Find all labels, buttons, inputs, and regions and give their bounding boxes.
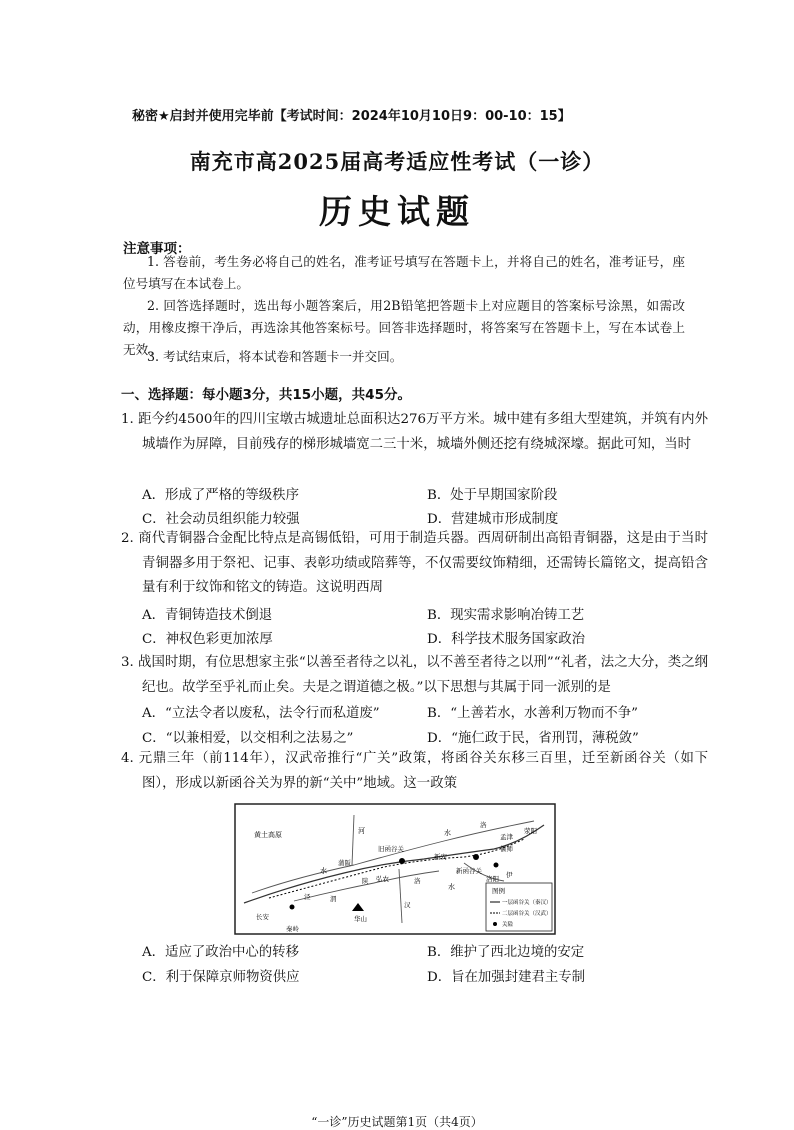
question-4-option-a: A．适应了政治中心的转移 bbox=[142, 945, 299, 960]
question-4-stem: 4. 元鼎三年（前114年），汉武帝推行“广关”政策，将函谷关东移三百里，迁至新函谷关（如下图），形成以新函谷关为界的新“关中”地域。这一政策 bbox=[121, 751, 708, 791]
page-footer: “一诊”历史试题第1页（共4页） bbox=[311, 1115, 483, 1129]
legend-item-3: 关隘 bbox=[502, 922, 514, 928]
legend-marker-3 bbox=[493, 922, 497, 926]
question-3-option-d: D．“施仁政于民，省刑罚，薄税敛” bbox=[427, 731, 639, 746]
label-water-2: 水 bbox=[320, 867, 327, 875]
question-4-option-c: C．利于保障京师物资供应 bbox=[142, 970, 300, 985]
label-wei: 渭 bbox=[330, 895, 337, 903]
notice-heading: 注意事项： bbox=[123, 241, 191, 257]
question-1-stem: 1. 距今约4500年的四川宝墩古城遗址总面积达276万平方米。城中建有多组大型建筑，并筑有内外城墙作为屏障，目前残存的梯形城墙宽二三十米，城墙外侧还挖有绕城深壕。据此可知，当时 bbox=[121, 412, 708, 452]
question-3-stem: 3. 战国时期，有位思想家主张“以善至者待之以礼，以不善至者待之以刑”“礼者，法之大分，类之纲纪也。故学至乎礼而止矣。夫是之谓道德之极。”以下思想与其属于同一派别的是 bbox=[121, 655, 708, 695]
new-pass-marker bbox=[473, 854, 479, 860]
subject-title: 历史试题 bbox=[319, 192, 475, 231]
notice-item-3: 3. 考试结束后，将本试卷和答题卡一并交回。 bbox=[147, 349, 403, 364]
notice-item-1: 1. 答卷前，考生务必将自己的姓名，准考证号填写在答题卡上，并将自己的姓名，准考证号，座位号填写在本试卷上。 bbox=[123, 254, 685, 291]
confidential-line: 秘密★启封并使用完毕前【考试时间：2024年10月10日9：00-10：15】 bbox=[132, 109, 571, 124]
label-luo: 洛 bbox=[414, 877, 421, 885]
label-jing: 泾 bbox=[304, 893, 311, 901]
label-mengjin: 孟津 bbox=[500, 833, 513, 841]
question-4-option-d: D．旨在加强封建君主专制 bbox=[427, 970, 586, 985]
old-pass-marker bbox=[399, 858, 405, 864]
label-pushan: 蒲阪 bbox=[338, 859, 351, 867]
question-2-option-b: B．现实需求影响冶铸工艺 bbox=[427, 608, 585, 623]
label-plateau: 黄土高原 bbox=[254, 831, 282, 839]
label-river: 河 bbox=[358, 827, 365, 835]
label-xingyang: 荥阳 bbox=[524, 827, 537, 835]
notice-item-2: 2. 回答选择题时，选出每小题答案后，用2B铅笔把答题卡上对应题目的答案标号涂黑，如需改动，用橡皮擦干净后，再选涂其他答案标号。回答非选择题时，将答案写在答题卡上，写在本试卷上无效。 bbox=[123, 298, 685, 357]
label-new-pass: 新函谷关 bbox=[456, 867, 482, 875]
label-hongnong: 弘农 bbox=[376, 875, 389, 883]
legend-item-2: 二层函谷关（汉武） bbox=[502, 911, 552, 917]
question-1-option-a: A．形成了严格的等级秩序 bbox=[142, 488, 299, 503]
question-3-option-b: B．“上善若水，水善利万物而不争” bbox=[427, 706, 638, 721]
changan-marker bbox=[290, 905, 295, 910]
label-yi: 伊 bbox=[506, 871, 513, 879]
label-shan: 陕 bbox=[362, 877, 369, 885]
question-1-option-b: B．处于早期国家阶段 bbox=[427, 488, 558, 503]
label-qinling: 秦岭 bbox=[286, 925, 299, 933]
label-changan: 长安 bbox=[256, 913, 269, 921]
luoyang-marker bbox=[494, 863, 499, 868]
question-2-stem: 2. 商代青铜器合金配比特点是高锡低铅，可用于制造兵器。西周研制出高铅青铜器，这是由于当时青铜器多用于祭祀、记事、表彰功绩或陪葬等，不仅需要纹饰精细，还需铸长篇铭文，提高铅含量有利于纹饰和铭文的铸造。这说明西周 bbox=[121, 531, 708, 595]
question-2-option-c: C．神权色彩更加浓厚 bbox=[142, 632, 273, 647]
question-4-option-b: B．维护了西北边境的安定 bbox=[427, 945, 585, 960]
label-xi: 洛 bbox=[480, 821, 487, 829]
exam-title: 南充市高2025届高考适应性考试（一诊） bbox=[189, 149, 605, 174]
label-water-3: 水 bbox=[448, 883, 455, 891]
label-hanzhong: 汉 bbox=[404, 901, 411, 909]
label-xinan: 新安 bbox=[434, 853, 447, 861]
legend-item-1: 一层函谷关（秦汉） bbox=[502, 900, 552, 906]
question-2-option-d: D．科学技术服务国家政治 bbox=[427, 632, 586, 647]
section-title: 一、选择题：每小题3分，共15小题，共45分。 bbox=[121, 387, 411, 403]
question-2-option-a: A．青铜铸造技术倒退 bbox=[142, 608, 273, 623]
question-1-option-d: D．营建城市形成制度 bbox=[427, 512, 559, 527]
label-huashan: 华山 bbox=[354, 915, 367, 923]
label-luoyang: 洛阳 bbox=[486, 875, 499, 883]
legend-title: 图例 bbox=[492, 887, 505, 895]
question-3-option-a: A．“立法令者以废私，法令行而私道废” bbox=[142, 706, 380, 721]
question-3-option-c: C．“以兼相爱，以交相利之法易之” bbox=[142, 731, 354, 746]
question-1-option-c: C．社会动员组织能力较强 bbox=[142, 512, 300, 527]
label-yanshi: 偃师 bbox=[500, 845, 513, 853]
label-water-1: 水 bbox=[444, 829, 451, 837]
label-old-pass: 旧函谷关 bbox=[378, 845, 404, 853]
hangu-pass-map bbox=[234, 803, 556, 935]
